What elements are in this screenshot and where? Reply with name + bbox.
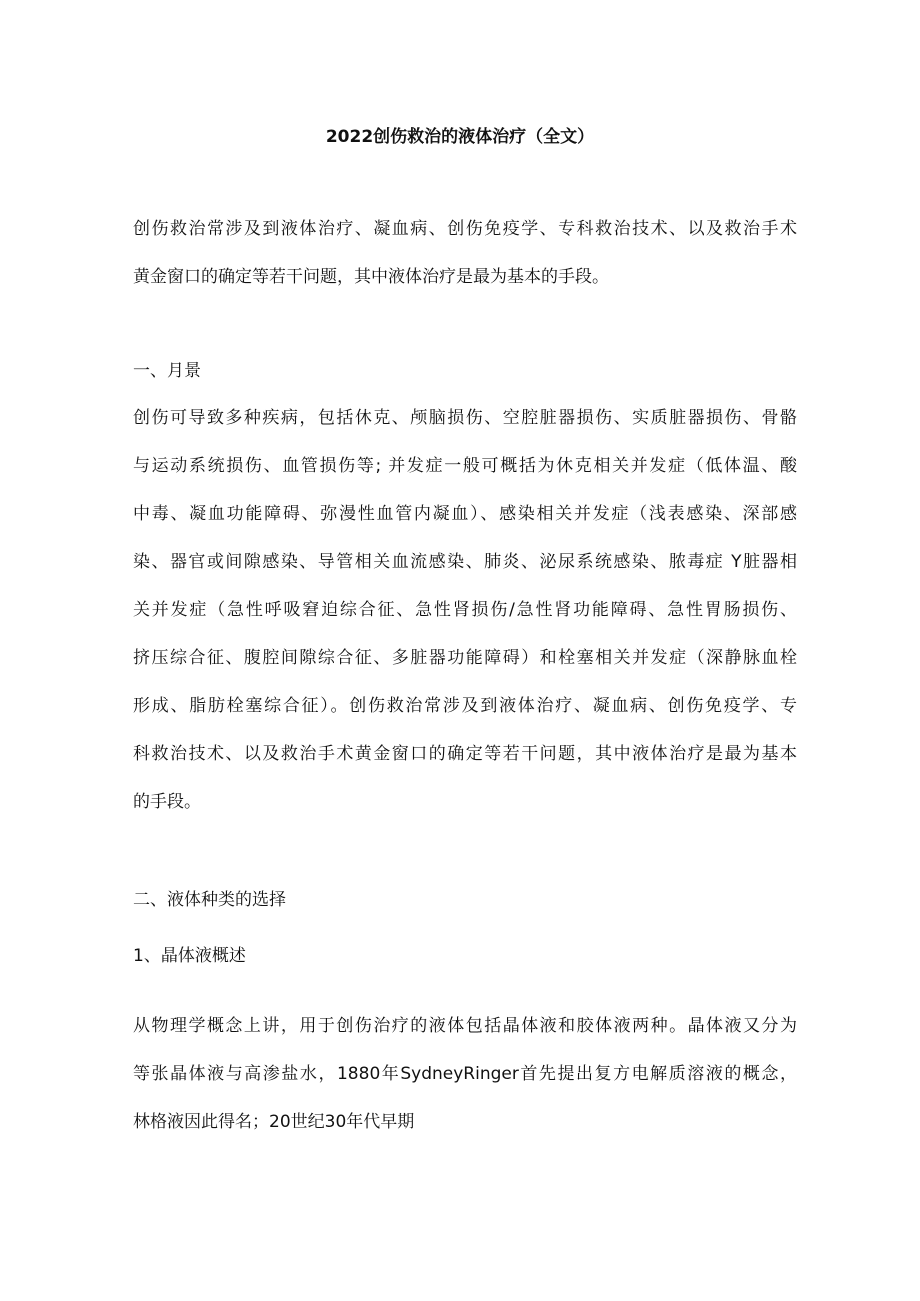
text-line: 创伤可导致多种疾病，包括休克、颅脑损伤、空腔脏器损伤、实质脏器损伤、骨骼 — [133, 408, 797, 428]
subsection-heading: 1、晶体液概述 — [133, 946, 246, 966]
text-line: 的手段。 — [133, 792, 201, 812]
text-line: 林格液因此得名；20世纪30年代早期 — [133, 1112, 415, 1132]
text-line: 创伤救治常涉及到液体治疗、凝血病、创伤免疫学、专科救治技术、以及救治手术 — [133, 219, 797, 239]
text-line: 与运动系统损伤、血管损伤等; 并发症一般可概括为休克相关并发症（低体温、酸 — [133, 456, 797, 476]
text-line: 等张晶体液与高渗盐水，1880年SydneyRinger首先提出复方电解质溶液的概念， — [133, 1064, 797, 1084]
text-line: 从物理学概念上讲，用于创伤治疗的液体包括晶体液和胶体液两种。晶体液又分为 — [133, 1016, 797, 1036]
text-line: 黄金窗口的确定等若干问题，其中液体治疗是最为基本的手段。 — [133, 267, 609, 287]
document-title: 2022创伤救治的液体治疗（全文） — [325, 127, 595, 147]
section2-paragraph — [133, 1002, 797, 1146]
section-heading-2: 二、液体种类的选择 — [133, 890, 286, 910]
section1-paragraph — [133, 394, 797, 826]
section-heading-1: 一、月景 — [133, 361, 201, 381]
intro-paragraph — [133, 205, 797, 301]
text-line: 挤压综合征、腹腔间隙综合征、多脏器功能障碍）和栓塞相关并发症（深静脉血栓 — [133, 648, 797, 668]
text-line: 形成、脂肪栓塞综合征）。创伤救治常涉及到液体治疗、凝血病、创伤免疫学、专 — [133, 696, 797, 716]
text-line: 科救治技术、以及救治手术黄金窗口的确定等若干问题，其中液体治疗是最为基本 — [133, 744, 797, 764]
text-line: 关并发症（急性呼吸窘迫综合征、急性肾损伤/急性肾功能障碍、急性胃肠损伤、 — [133, 600, 797, 620]
text-line: 中毒、凝血功能障碍、弥漫性血管内凝血）、感染相关并发症（浅表感染、深部感 — [133, 504, 797, 524]
text-line: 染、器官或间隙感染、导管相关血流感染、肺炎、泌尿系统感染、脓毒症 Y脏器相 — [133, 552, 797, 572]
